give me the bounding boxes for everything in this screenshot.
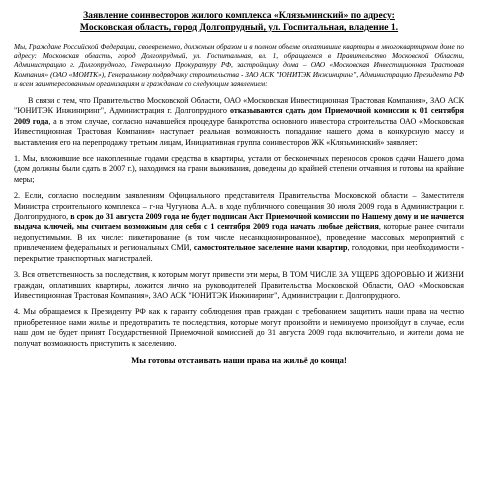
point-3-paragraph: 3. Вся ответственность за последствия, к которым могут привести эти меры, В ТОМ ЧИСЛЕ ЗА УЩЕРБ ЗДОРОВЬЮ И ЖИЗНИ граждан, оплативших квартиры, ложится лично на руководителей Правительства Московской Области, ОАО «Московская Инвестиционная Трастовая Компания», ЗАО АСК "ЮНИТЭК Инжиниринг", Администрации г. Долгопрудного. <box>14 270 464 300</box>
point-2-text-bold-2: самостоятельное заселение нами квартир <box>193 243 348 253</box>
point-4-paragraph: 4. Мы обращаемся к Президенту РФ как к гаранту соблюдения прав граждан с требованием защитить наши права на честно приобретенное нами жилье и предотвратить те последствия, которые могут произойти и неминуемо произойдут в случае, если наш дом не будет принят Государственной Приемочной комиссией до 31 августа 2009 года включительно, и жители дома не получат возможность приступить к заселению. <box>14 307 464 348</box>
statement-paragraph <box>14 96 464 148</box>
document-title <box>14 10 464 34</box>
statement-text-bold: отказываются сдать дом Приемочной комиссии к 01 сентября 2009 года <box>14 106 465 126</box>
point-1-paragraph: 1. Мы, вложившие все накопленные годами средства в квартиры, устали от бесконечных переносов сроков сдачи Нашего дома (дом должны были сдать в 2007 г.), находимся на грани выживания, доведены до крайней степени отчаяния и готовы на крайние меры; <box>14 154 464 184</box>
closing-statement: Мы готовы отстаивать наши права на жильё до конца! <box>131 354 347 365</box>
point-2-paragraph <box>14 191 464 264</box>
statement-text-c: , а в этом случае, согласно начавшейся процедуре банкротства основного инвестора строительства ОАО «Московская Инвестиционная Трастовая Компания» наступает реальная возможность попадание нашего дома в конкурсную массу и выставления его на перепродажу третьим лицам, Инициативная группа соинвесторов ЖК «Клязьминский» заявляет: <box>14 116 464 147</box>
title-line-2: Московская область, город Долгопрудный, ул. Госпитальная, владение 1. <box>79 22 399 33</box>
point-2-text-c: , которые ранее считали недопустимыми. В их числе: пикетирование (в том числе несанкционированное), проведение массовых мероприятий с привлечением федеральных и региональных СМИ, <box>14 222 464 253</box>
point-2-text-bold: в срок до 31 августа 2009 года не будет подписан Акт Приемочной комиссии по Нашему дому и не начнется выдача ключей, мы считаем возможным для себя с 1 сентября 2009 года начать любые действия <box>14 212 464 232</box>
intro-paragraph: Мы, Граждане Российской Федерации, своевременно, должным образом и в полном объеме оплатившие квартиры в многоквартирном доме по адресу: Московская область, город Долгопрудный, ул. Госпитальная, вл. 1, обращаемся в Правительство Московской Области, Администрацию г. Долгопрудного, Генеральную Прокуратуру РФ, застройщику дома – ОАО «Московская Инвестиционная Трастовая Компания» (ОАО «МОИТК»), Генеральному подрядчику строительства - ЗАО АСК "ЮНИТЭК Инжиниринг", Администрацию Президента РФ и всем заинтересованным организациям и гражданам со следующим заявлением: <box>14 42 464 88</box>
point-2-text-a: 2. Если, согласно последним заявлениям Официального представителя Правительства Московской области – Заместителя Министра строительного комплекса – г-на Чугунова А.А. в ходе публичного совещания 30 июля 2009 года в Администрации г. Долгопрудного, <box>14 191 464 222</box>
statement-text-a: В связи с тем, что Правительство Московской Области, ОАО «Московская Инвестиционная Трастовая Компания», ЗАО АСК "ЮНИТЭК Инжиниринг", Администрация г. Долгопрудного <box>14 96 464 116</box>
point-2-text-e: , голодовки, при необходимости - перекрытие транспортных магистралей. <box>14 243 465 263</box>
title-line-1: Заявление соинвесторов жилого комплекса «Клязьминский» по адресу: <box>83 10 395 21</box>
